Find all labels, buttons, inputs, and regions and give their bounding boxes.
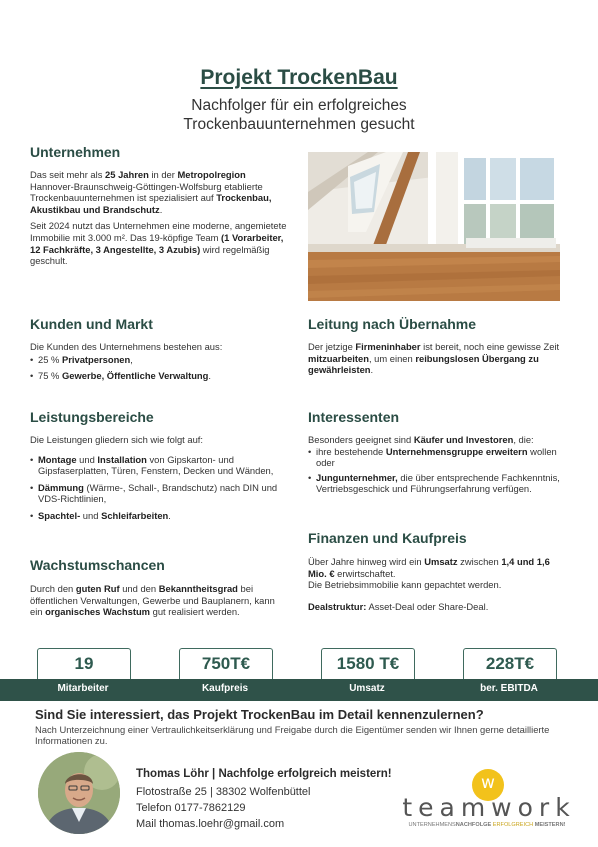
section-heading-leitung: Leitung nach Übernahme [308, 316, 477, 332]
section-heading-unternehmen: Unternehmen [30, 144, 121, 160]
section-heading-interessenten: Interessenten [308, 409, 400, 425]
kunden-list [30, 354, 292, 382]
section-heading-leistung: Leistungsbereiche [30, 409, 154, 425]
kpi-label-umsatz: Umsatz [349, 683, 385, 694]
leitung-text: Der jetzige Firmeninhaber ist bereit, noch eine gewisse Zeit mitzuarbeiten, um einen reibungslosen Übergang zu gewährleisten. [308, 341, 560, 376]
page-title: Projekt TrockenBau [200, 66, 398, 89]
kpi-label-mitarbeiter: Mitarbeiter [57, 683, 109, 694]
section-heading-kunden: Kunden und Markt [30, 316, 153, 332]
leistung-text: Die Leistungen gliedern sich wie folgt auf: • Montage und Installation von Gipskarton- und Gipsfaserplatten, Türen, Fenstern, Decken und Wänden, • Dämmung (Wärme-, Schall-, Brandschutz) nach DIN und VDS-Richtlinien, • Spachtel- und Schleifarbeiten. [30, 434, 292, 522]
teamwork-logo-tagline: UNTERNEHMENSNACHFOLGE ERFOLGREICH MEISTERN! [408, 822, 566, 828]
teamwork-logo-wordmark: teamwork [402, 793, 576, 822]
contact-address: Flotostraße 25 | 38302 Wolfenbüttel [136, 786, 311, 798]
kpi-value-mitarbeiter: 19 [37, 648, 131, 679]
avatar [38, 752, 120, 834]
leistung-list [30, 454, 292, 522]
kpi-label-kaufpreis: Kaufpreis [201, 683, 249, 694]
teamwork-logo-mark: w [472, 769, 504, 801]
contact-phone[interactable]: Telefon 0177-7862129 [136, 802, 246, 814]
unternehmen-text: Das seit mehr als 25 Jahren in der Metropolregion Hannover-Braunschweig-Göttingen-Wolfsburg etablierte Trockenbauunternehmen ist spezialisiert auf Trockenbau, Akustikbau und Brandschutz. Seit 2024 nutzt das Unternehmen eine moderne, angemietete Immobilie mit 3.000 m². Das 19-köpfige Team (1 Vorarbeiter, 12 Fachkräfte, 3 Angestellte, 3 Azubis) wird regelmäßig geschult. [30, 169, 287, 267]
cta-text: Nach Unterzeichnung einer Vertraulichkeitserklärung und Freigabe durch die Eigentümer senden wir Ihnen gerne detaillierte Informationen zu. [35, 724, 550, 746]
interessenten-list [308, 446, 564, 495]
wachstum-text: Durch den guten Ruf und den Bekanntheitsgrad bei öffentlichen Verwaltungen, Gewerbe und Bauplanern, kann ein organisches Wachstum gut realisiert werden. [30, 583, 275, 618]
kpi-value-umsatz: 1580 T€ [321, 648, 415, 679]
contact-name: Thomas Löhr | Nachfolge erfolgreich meistern! [136, 768, 392, 780]
contact-email[interactable]: Mail thomas.loehr@gmail.com [136, 818, 285, 830]
list-item: • Montage und Installation von Gipskarton- und Gipsfaserplatten, Türen, Fenstern, Decken und Wänden, [30, 454, 292, 477]
kpi-label-ebitda: ber. EBITDA [480, 683, 538, 694]
cta-question: Sind Sie interessiert, das Projekt TrockenBau im Detail kennenzulernen? [35, 707, 484, 722]
list-item: • ihre bestehende Unternehmensgruppe erweitern wollen oder [308, 446, 564, 469]
interessenten-text: Besonders geeignet sind Käufer und Investoren, die: • ihre bestehende Unternehmensgruppe erweitern wollen oder • Jungunternehmer, die über entsprechende Fachkenntnis, Vertriebsgeschick und Führungserfahrung verfügen. [308, 434, 564, 495]
finanzen-text: Über Jahre hinweg wird ein Umsatz zwischen 1,4 und 1,6 Mio. € erwirtschaftet. Die Betriebsimmobilie kann gepachtet werden. Dealstruktur: Asset-Deal oder Share-Deal. [308, 556, 550, 612]
section-heading-wachstum: Wachstumschancen [30, 557, 165, 573]
list-item: • Jungunternehmer, die über entsprechende Fachkenntnis, Vertriebsgeschick und Führungserfahrung verfügen. [308, 472, 564, 495]
list-item: • 75 % Gewerbe, Öffentliche Verwaltung. [30, 370, 292, 382]
list-item: • Spachtel- und Schleifarbeiten. [30, 510, 292, 522]
section-heading-finanzen: Finanzen und Kaufpreis [308, 530, 467, 546]
kpi-value-kaufpreis: 750T€ [179, 648, 273, 679]
list-item: • 25 % Privatpersonen, [30, 354, 292, 366]
kpi-value-ebitda: 228T€ [463, 648, 557, 679]
attic-room-photo [308, 152, 560, 301]
list-item: • Dämmung (Wärme-, Schall-, Brandschutz) nach DIN und VDS-Richtlinien, [30, 482, 292, 505]
kunden-text: Die Kunden des Unternehmens bestehen aus: • 25 % Privatpersonen, • 75 % Gewerbe, Öffentliche Verwaltung. [30, 341, 292, 382]
page-subtitle: Nachfolger für ein erfolgreiches Trockenbauunternehmen gesucht [183, 97, 415, 133]
